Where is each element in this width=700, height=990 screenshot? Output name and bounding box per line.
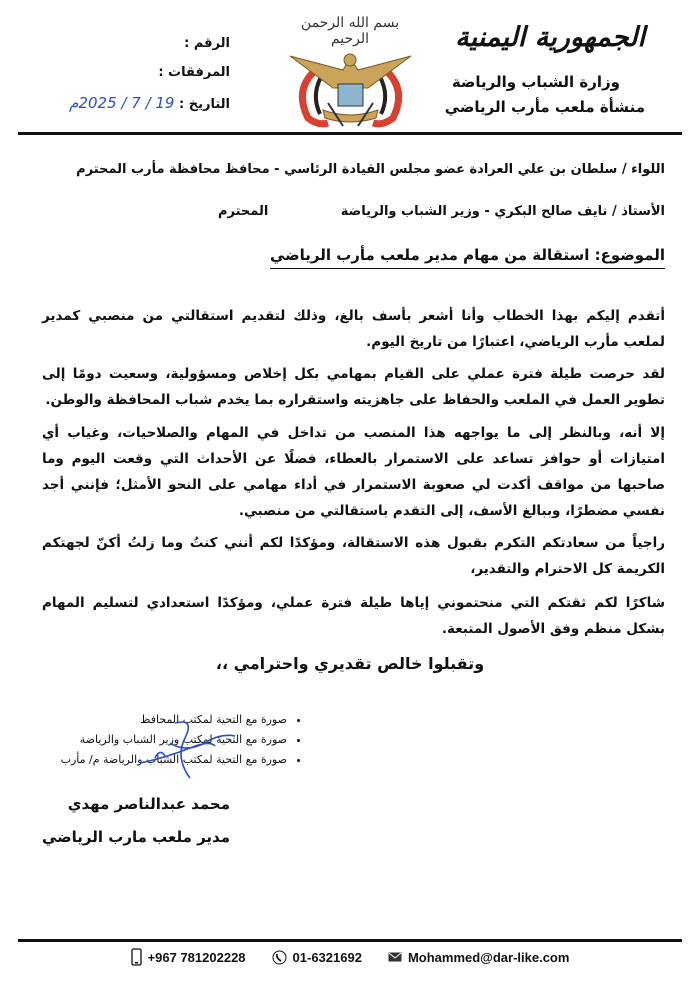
yemen-emblem-icon: [288, 48, 413, 128]
cc-item: • صورة مع التحية لمكتب وزير الشباب والرياضة: [61, 730, 287, 750]
paragraph: أتقدم إليكم بهذا الخطاب وأنا أشعر بأسف بالغ، وذلك لتقديم استقالتي من منصبي كمدير لملعب مأرب الرياضي، اعتبارًا من تاريخ اليوم.: [42, 308, 665, 350]
cc-item: • صورة مع التحية لمكتب الشباب والرياضة م/ مأرب: [61, 750, 287, 770]
attachments-label: المرفقات :: [158, 65, 230, 80]
email-address: Mohammed@dar-like.com: [407, 949, 570, 965]
addressee-governor: اللواء / سلطان بن علي العرادة عضو مجلس القيادة الرئاسي - محافظ محافظة مأرب المحترم: [76, 162, 665, 177]
telephone-icon: [272, 950, 287, 965]
date-row: [69, 94, 230, 112]
signatory-name: محمد عبدالناصر مهدي: [67, 795, 230, 813]
facility-name: منشأة ملعب مأرب الرياضي: [444, 98, 645, 116]
basmala-calligraphy: بسم الله الرحمن الرحيم: [300, 15, 400, 47]
addressee-minister: الأستاذ / نايف صالح البكري - وزير الشباب والرياضة المحترم: [218, 204, 665, 219]
date-value: 19 / 7 / 2025م: [69, 94, 175, 112]
paragraph: راجياً من سعادتكم التكرم بقبول هذه الاستقالة، ومؤكدًا لكم أنني كنتُ وما زلتُ أكنّ لجهتكم الكريمة كل الاحترام والتقدير،: [42, 535, 665, 577]
paragraph: شاكرًا لكم ثقتكم التي منحتموني إياها طيلة فترة عملي، ومؤكدًا استعدادي لتسليم المهام بشكل منظم وفق الأصول المتبعة.: [42, 595, 665, 637]
reference-number-label: الرقم :: [184, 36, 230, 51]
mobile-phone-icon: [131, 948, 142, 966]
handwritten-signature: [135, 718, 245, 783]
phone-number: 01-6321692: [292, 949, 362, 965]
phone-contact: [272, 950, 362, 965]
footer-divider: [18, 939, 682, 942]
subject-line: الموضوع: استقالة من مهام مدير ملعب مأرب الرياضي: [270, 246, 665, 269]
closing-salutation: وتقبلوا خالص تقديري واحترامي ،،: [215, 654, 485, 673]
email-contact: [388, 950, 570, 965]
paragraph: لقد حرصت طيلة فترة عملي على القيام بمهامي بكل إخلاص ومسؤولية، وسعيت دومًا إلى تطوير العمل في الملعب والحفاظ على جاهزيته واستقراره بما يخدم شباب المحافظة والوطن.: [42, 366, 665, 408]
header-divider: [18, 132, 682, 135]
envelope-icon: [388, 952, 402, 962]
cc-item: • صورة مع التحية لمكتب المحافظ: [61, 710, 287, 730]
mobile-contact: [131, 948, 246, 966]
mobile-number: +967 781202228: [147, 949, 246, 965]
paragraph: إلا أنه، وبالنظر إلى ما يواجهه هذا المنصب من تداخل في المهام والصلاحيات، وغياب أي امتيازات أو حوافز تساعد على الاستمرار بالعطاء، فضلًا عن الأحداث التي وقعت اليوم وما صاحبها من مواقف أكدت لي صعوبة الاستمرار في أداء مهامي على النحو الأمثل؛ فإنني أجد نفسي مضطرًا، وببالغ الأسف، إلى التقدم باستقالتي من منصبي.: [42, 425, 665, 519]
date-label: التاريخ :: [179, 97, 230, 112]
republic-title: الجمهورية اليمنية: [455, 22, 645, 53]
signatory-title: مدير ملعب مارب الرياضي: [41, 828, 230, 846]
ministry-name: وزارة الشباب والرياضة: [451, 73, 620, 91]
contact-bar: [0, 948, 700, 966]
